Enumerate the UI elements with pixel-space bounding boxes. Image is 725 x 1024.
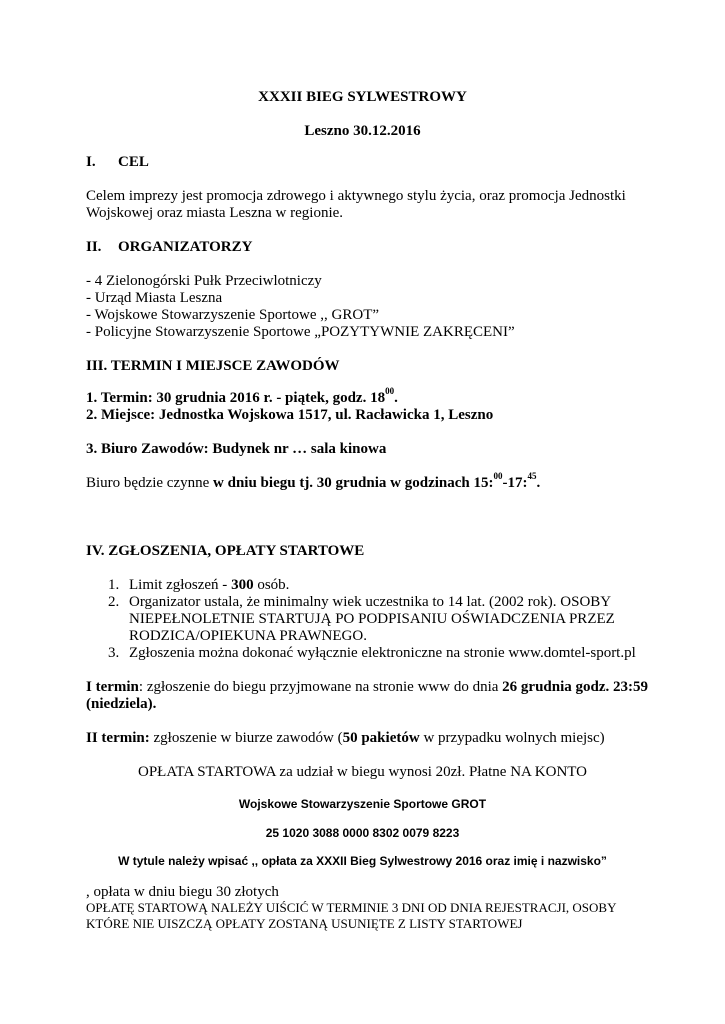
account-number: 25 1020 3088 0000 8302 0079 8223 (265, 826, 460, 840)
event-date-period: . (394, 390, 398, 406)
section-2-number: II. (86, 239, 102, 255)
office-line: 3. Biuro Zawodów: Budynek nr … sala kinowa (86, 441, 387, 457)
organizer-item: - Wojskowe Stowarzyszenie Sportowe ,, GROT” (86, 307, 380, 323)
term-1-weekday: (niedziela). (86, 696, 157, 712)
section-2-title: ORGANIZATORZY (118, 239, 253, 255)
section-1-paragraph-line-2: Wojskowej oraz miasta Leszna w regionie. (86, 205, 344, 221)
event-date-line (86, 386, 398, 407)
office-hours-text: w dniu biegu tj. 30 grudnia w godzinach 15: (213, 475, 494, 491)
list-item-2-line-3: RODZICA/OPIEKUNA PRAWNEGO. (129, 628, 367, 644)
limit-unit: osób. (253, 577, 290, 593)
organizer-item: - Policyjne Stowarzyszenie Sportowe „POZYTYWNIE ZAKRĘCENI” (86, 324, 515, 340)
event-date-text: : 30 grudnia 2016 r. - piątek, godz. 18 (147, 390, 386, 406)
section-3-title: III. TERMIN I MIEJSCE ZAWODÓW (86, 358, 340, 374)
organizer-item: - 4 Zielonogórski Pułk Przeciwlotniczy (86, 273, 322, 289)
term-2-packets: 50 pakietów (342, 730, 420, 746)
term-1-line (86, 678, 648, 696)
limit-value: 300 (231, 577, 254, 593)
office-hours-intro: Biuro będzie czynne (86, 475, 214, 491)
office-hours-line (86, 471, 541, 492)
section-1-number: I. (86, 154, 96, 170)
list-item-3-number: 3. (108, 645, 120, 661)
office-hours-sup-2: 45 (527, 471, 537, 481)
term-2-line (86, 729, 605, 747)
transfer-title-note: W tytule należy wpisać ,, opłata za XXXII Bieg Sylwestrowy 2016 oraz imię i nazwisko” (118, 854, 607, 868)
payment-deadline-line-1: OPŁATĘ STARTOWĄ NALEŻY UIŚCIĆ W TERMINIE 3 DNI OD DNIA REJESTRACJI, OSOBY (86, 900, 617, 915)
term-2-note: w przypadku wolnych miejsc) (419, 730, 605, 746)
list-item-2-line-1: Organizator ustala, że minimalny wiek uczestnika to 14 lat. (2002 rok). OSOBY (129, 594, 612, 610)
office-hours-period: . (536, 475, 541, 491)
section-1-title: CEL (118, 154, 149, 170)
list-item-2-line-2: NIEPEŁNOLETNIE STARTUJĄ PO PODPISANIU OŚWIADCZENIA PRZEZ (129, 611, 615, 627)
fee-line: OPŁATA STARTOWA za udział w biegu wynosi 20zł. Płatne NA KONTO (137, 764, 588, 780)
limit-label: Limit zgłoszeń - (129, 577, 232, 593)
office-hours-dash: -17: (502, 475, 528, 491)
list-item-3-text: Zgłoszenia można dokonać wyłącznie elektroniczne na stronie www.domtel-sport.pl (129, 645, 636, 661)
document-subtitle: Leszno 30.12.2016 (304, 123, 421, 139)
office-hours-sup-1: 00 (493, 471, 503, 481)
event-place-line: 2. Miejsce: Jednostka Wojskowa 1517, ul. Racławicka 1, Leszno (86, 407, 494, 423)
section-4-title: IV. ZGŁOSZENIA, OPŁATY STARTOWE (86, 543, 365, 559)
term-1-label: I termin (86, 679, 139, 695)
organizer-item: - Urząd Miasta Leszna (86, 290, 223, 306)
list-item-2-number: 2. (108, 594, 120, 610)
event-time-minutes: 00 (385, 386, 395, 396)
day-fee-line: , opłata w dniu biegu 30 złotych (86, 884, 279, 900)
section-1-paragraph-line-1: Celem imprezy jest promocja zdrowego i aktywnego stylu życia, oraz promocja Jednostki (86, 188, 626, 204)
term-2-label: II termin: (86, 730, 150, 746)
list-item-1-text (129, 576, 289, 594)
event-date-label: 1. Termin (86, 390, 148, 406)
document-title: XXXII BIEG SYLWESTROWY (258, 89, 467, 105)
term-1-text: : zgłoszenie do biegu przyjmowane na stronie www do dnia (138, 679, 503, 695)
account-holder: Wojskowe Stowarzyszenie Sportowe GROT (238, 797, 487, 811)
term-2-text: zgłoszenie w biurze zawodów ( (149, 730, 343, 746)
payment-deadline-line-2: KTÓRE NIE UISZCZĄ OPŁATY ZOSTANĄ USUNIĘTE Z LISTY STARTOWEJ (86, 916, 523, 931)
list-item-1-number: 1. (108, 577, 120, 593)
term-1-deadline: 26 grudnia godz. 23:59 (502, 679, 649, 695)
